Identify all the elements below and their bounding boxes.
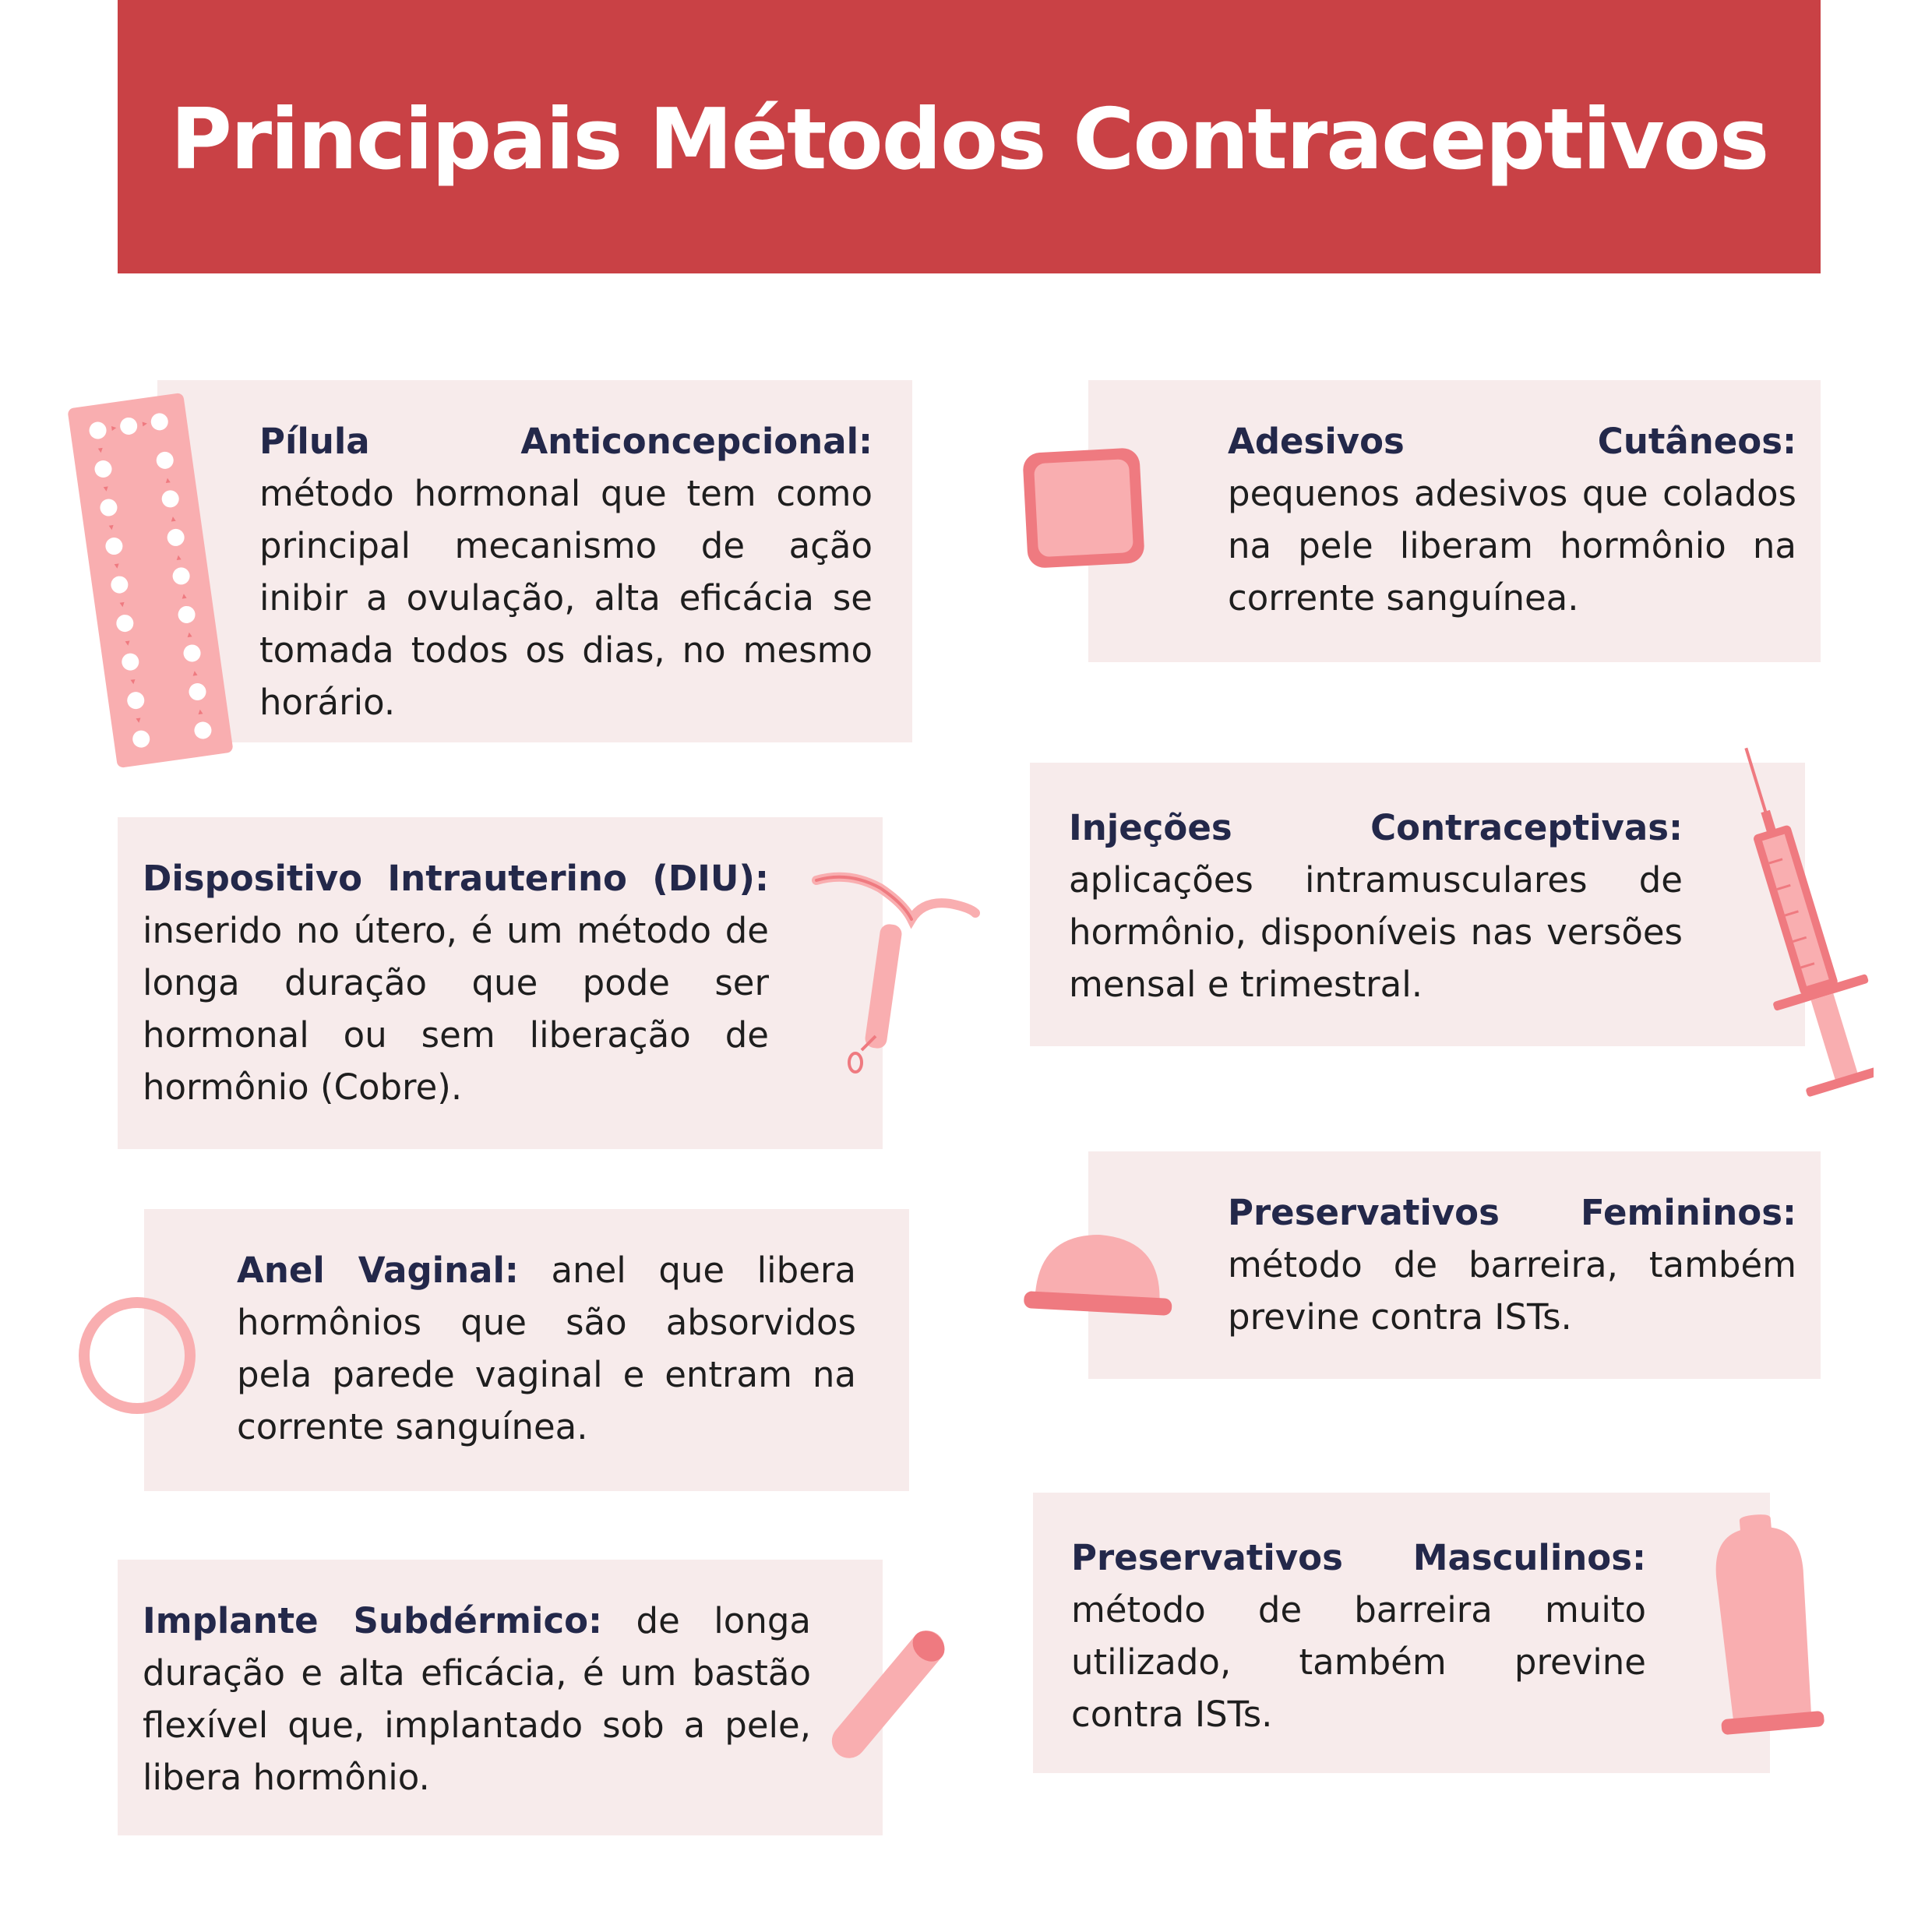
card-adesivos [1088,380,1821,662]
method-name: Preservativos Masculinos: [1071,1537,1646,1578]
method-description: método de barreira muito utilizado, também previne contra ISTs. [1071,1589,1646,1735]
method-name: Implante Subdérmico: [143,1600,603,1641]
method-description: anel que libera hormônios que são absorvidos pela parede vaginal e entram na corrente sanguínea. [237,1250,856,1447]
card-preservativos-femininos [1088,1151,1821,1379]
method-description: aplicações intramusculares de hormônio, disponíveis nas versões mensal e trimestral. [1069,859,1683,1005]
method-name: Preservativos Femininos: [1228,1192,1796,1233]
implant-icon [818,1613,958,1776]
card-text [237,1244,856,1453]
method-description: de longa duração e alta eficácia, é um bastão flexível que, implantado sob a pele, libera hormônio. [143,1600,811,1798]
card-text [1069,802,1683,1010]
method-description: método hormonal que tem como principal mecanismo de ação inibir a ovulação, alta eficácia se tomada todos os dias, no mesmo horário. [259,473,873,723]
method-description: inserido no útero, é um método de longa duração que pode ser hormonal ou sem liberação de hormônio (Cobre). [143,910,769,1108]
header-banner [118,0,1821,273]
pill-pack-icon [61,390,240,771]
method-description: pequenos adesivos que colados na pele liberam hormônio na corrente sanguínea. [1228,473,1796,619]
method-name: Pílula Anticoncepcional: [259,421,873,462]
card-text [1228,1186,1796,1343]
card-text [143,1595,811,1803]
card-preservativos-masculinos [1033,1493,1770,1773]
card-text [259,415,873,728]
card-text [1228,415,1796,624]
iud-icon [810,865,982,1079]
method-name: Dispositivo Intrauterino (DIU): [143,858,769,899]
card-implante [118,1560,883,1835]
card-text [143,852,769,1113]
method-name: Injeções Contraceptivas: [1069,807,1683,848]
male-condom-icon [1702,1511,1827,1745]
card-diu [118,817,883,1149]
card-pilula [157,380,912,742]
patch-icon [1019,444,1151,573]
card-text [1071,1532,1646,1740]
ring-icon [75,1293,199,1418]
female-condom-icon [1021,1223,1176,1328]
syringe-icon [1726,740,1874,1106]
method-name: Anel Vaginal: [237,1250,519,1291]
method-description: método de barreira, também previne contra ISTs. [1228,1244,1796,1338]
card-anel [144,1209,909,1491]
method-name: Adesivos Cutâneos: [1228,421,1796,462]
card-injecoes [1030,763,1805,1046]
page-title: Principais Métodos Contraceptivos [170,91,1768,189]
